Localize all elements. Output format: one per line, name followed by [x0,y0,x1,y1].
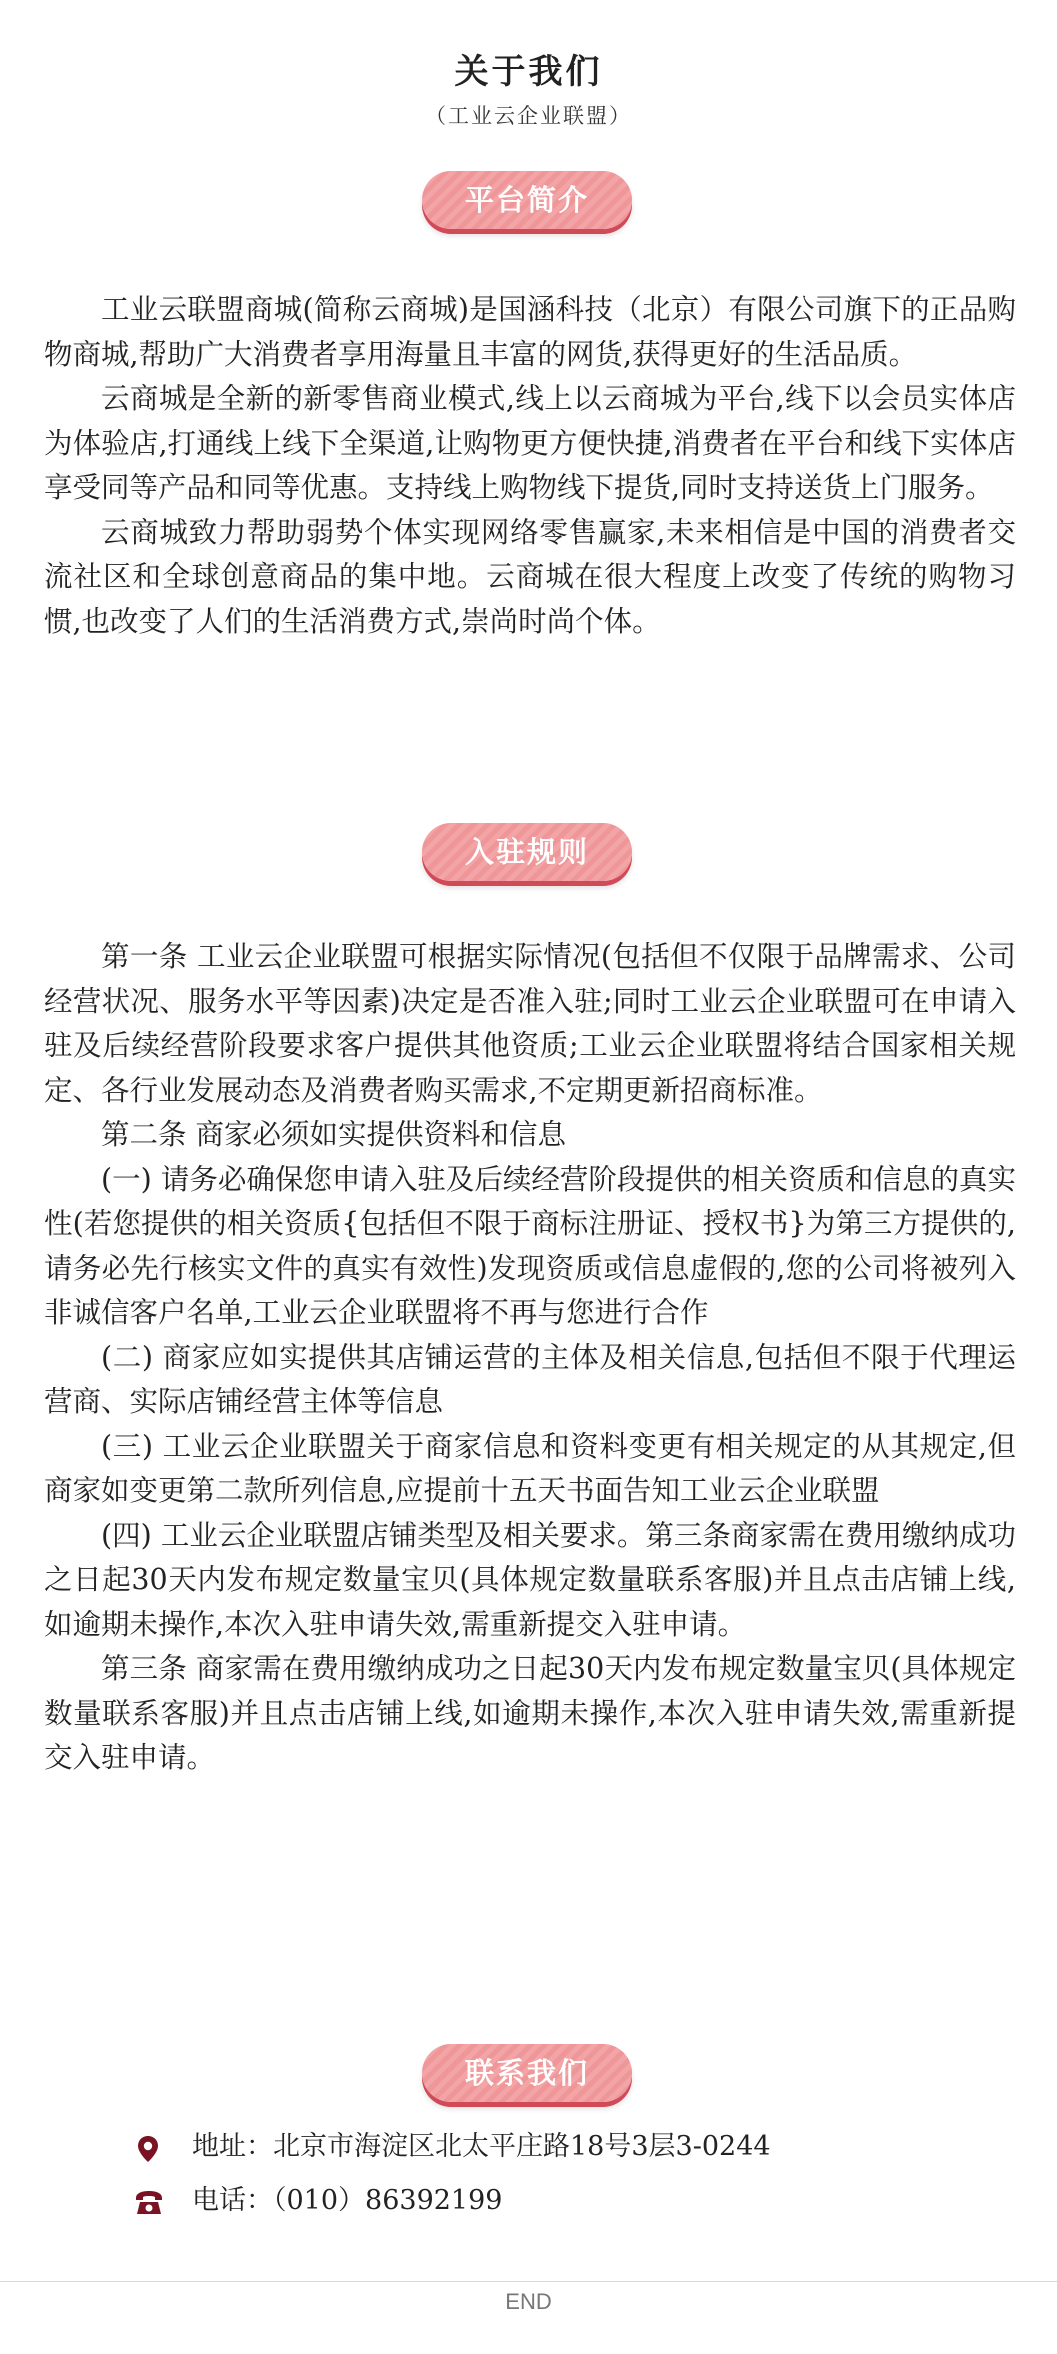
contact-phone [172,2179,502,2223]
entry-rules-text [44,935,1016,1781]
paragraph: (二) 商家应如实提供其店铺运营的主体及相关信息,包括但不限于代理运营商、实际店铺经营主体等信息 [44,1340,1016,1418]
paragraph: (四) 工业云企业联盟店铺类型及相关要求。第三条商家需在费用缴纳成功之日起30天内发布规定数量宝贝(具体规定数量联系客服)并且点击店铺上线,如逾期未操作,本次入驻申请失效,需重新提交入驻申请。 [44,1518,1016,1641]
paragraph: 第二条 商家必须如实提供资料和信息 [101,1118,567,1151]
location-pin-icon [134,2133,162,2161]
platform-intro-text [44,288,1016,644]
contact-address [172,2125,771,2169]
address-text: 地址：北京市海淀区北太平庄路18号3层3-0244 [192,2131,771,2162]
paragraph: (三) 工业云企业联盟关于商家信息和资料变更有相关规定的从其规定,但商家如变更第二款所列信息,应提前十五天书面告知工业云企业联盟 [44,1429,1016,1507]
paragraph: 第三条 商家需在费用缴纳成功之日起30天内发布规定数量宝贝(具体规定数量联系客服)并且点击店铺上线,如逾期未操作,本次入驻申请失效,需重新提交入驻申请。 [44,1652,1016,1774]
paragraph: (一) 请务必确保您申请入驻及后续经营阶段提供的相关资质和信息的真实性(若您提供的相关资质{包括但不限于商标注册证、授权书}为第三方提供的,请务必先行核实文件的真实有效性)发现资质或信息虚假的,您的公司将被列入非诚信客户名单,工业云企业联盟将不再与您进行合作 [44,1162,1016,1329]
paragraph: 云商城是全新的新零售商业模式,线上以云商城为平台,线下以会员实体店为体验店,打通线上线下全渠道,让购物更方便快捷,消费者在平台和线下实体店享受同等产品和同等优惠。支持线上购物线下提货,同时支持送货上门服务。 [44,382,1016,504]
phone-text: 电话：（010）86392199 [192,2185,503,2216]
section-heading-entry-rules: 入驻规则 [422,823,632,881]
page-subtitle: （工业云企业联盟） [425,104,632,128]
end-label: END [505,2289,552,2314]
section-heading-contact: 联系我们 [422,2044,632,2102]
section-heading-platform-intro: 平台简介 [422,171,632,229]
footer-divider [0,2281,1057,2282]
page-title: 关于我们 [454,52,603,92]
paragraph: 云商城致力帮助弱势个体实现网络零售赢家,未来相信是中国的消费者交流社区和全球创意商品的集中地。云商城在很大程度上改变了传统的购物习惯,也改变了人们的生活消费方式,崇尚时尚个体。 [44,515,1016,638]
paragraph: 第一条 工业云企业联盟可根据实际情况(包括但不仅限于品牌需求、公司经营状况、服务水平等因素)决定是否准入驻;同时工业云企业联盟可在申请入驻及后续经营阶段要求客户提供其他资质;工业云企业联盟将结合国家相关规定、各行业发展动态及消费者购买需求,不定期更新招商标准。 [44,940,1016,1107]
telephone-icon [134,2187,162,2215]
paragraph: 工业云联盟商城(简称云商城)是国涵科技（北京）有限公司旗下的正品购物商城,帮助广大消费者享用海量且丰富的网货,获得更好的生活品质。 [44,293,1016,371]
